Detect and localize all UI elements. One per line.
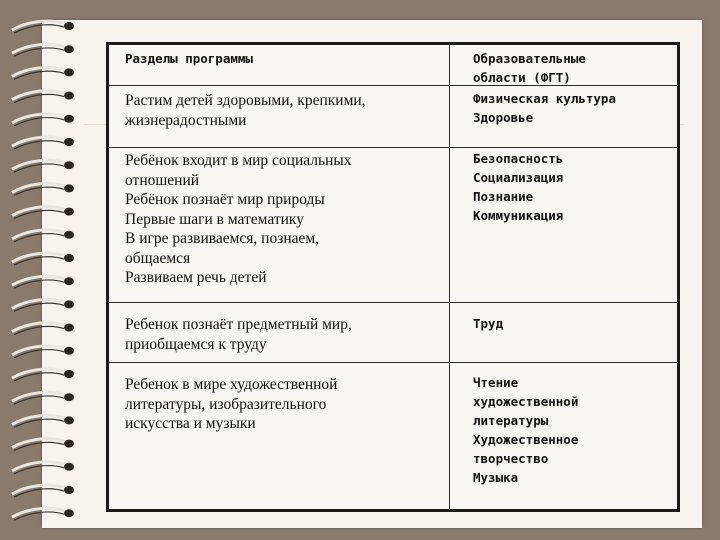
spiral-hole <box>64 138 74 146</box>
row-3-section: Ребенок познаёт предметный мир, приобщаемся к труду <box>125 316 352 353</box>
row-3-areas: Труд <box>473 316 504 331</box>
spiral-hole <box>64 300 74 308</box>
spiral-hole <box>64 370 74 378</box>
spiral-hole <box>64 324 74 332</box>
program-table <box>106 42 680 512</box>
spiral-hole <box>64 463 74 471</box>
spiral-coils-icon <box>8 12 78 532</box>
spiral-hole <box>64 161 74 169</box>
row-4-section: Ребенок в мире художественной литературы, изобразительного искусства и музыки <box>125 376 338 432</box>
spiral-hole <box>64 184 74 192</box>
spiral-hole <box>64 115 74 123</box>
spiral-hole <box>64 231 74 239</box>
spiral-hole <box>64 92 74 100</box>
spiral-hole <box>64 208 74 216</box>
spiral-binding <box>8 12 78 532</box>
spiral-hole <box>64 509 74 517</box>
spiral-hole <box>64 68 74 76</box>
row-2-areas: Безопасность Социализация Познание Коммуникация <box>473 151 564 223</box>
spiral-hole <box>64 416 74 424</box>
spiral-hole <box>64 347 74 355</box>
spiral-hole <box>64 486 74 494</box>
spiral-hole <box>64 254 74 262</box>
row-1-section: Растим детей здоровыми, крепкими, жизнерадостными <box>125 92 366 129</box>
spiral-hole <box>64 277 74 285</box>
spiral-hole <box>64 22 74 30</box>
row-2-section: Ребёнок входит в мир социальных отношений Ребёнок познаёт мир природы Первые шаги в математику В игре развиваемся, познаем, общаемся Развиваем речь детей <box>125 152 352 286</box>
header-cell-areas: Образовательные области (ФГТ) <box>473 51 586 85</box>
spiral-hole <box>64 393 74 401</box>
spiral-hole <box>64 440 74 448</box>
row-4-areas: Чтение художественной литературы Художественное творчество Музыка <box>473 375 579 485</box>
spiral-hole <box>64 45 74 53</box>
header-cell-sections: Разделы программы <box>125 51 253 66</box>
row-1-areas: Физическая культура Здоровье <box>473 91 616 125</box>
